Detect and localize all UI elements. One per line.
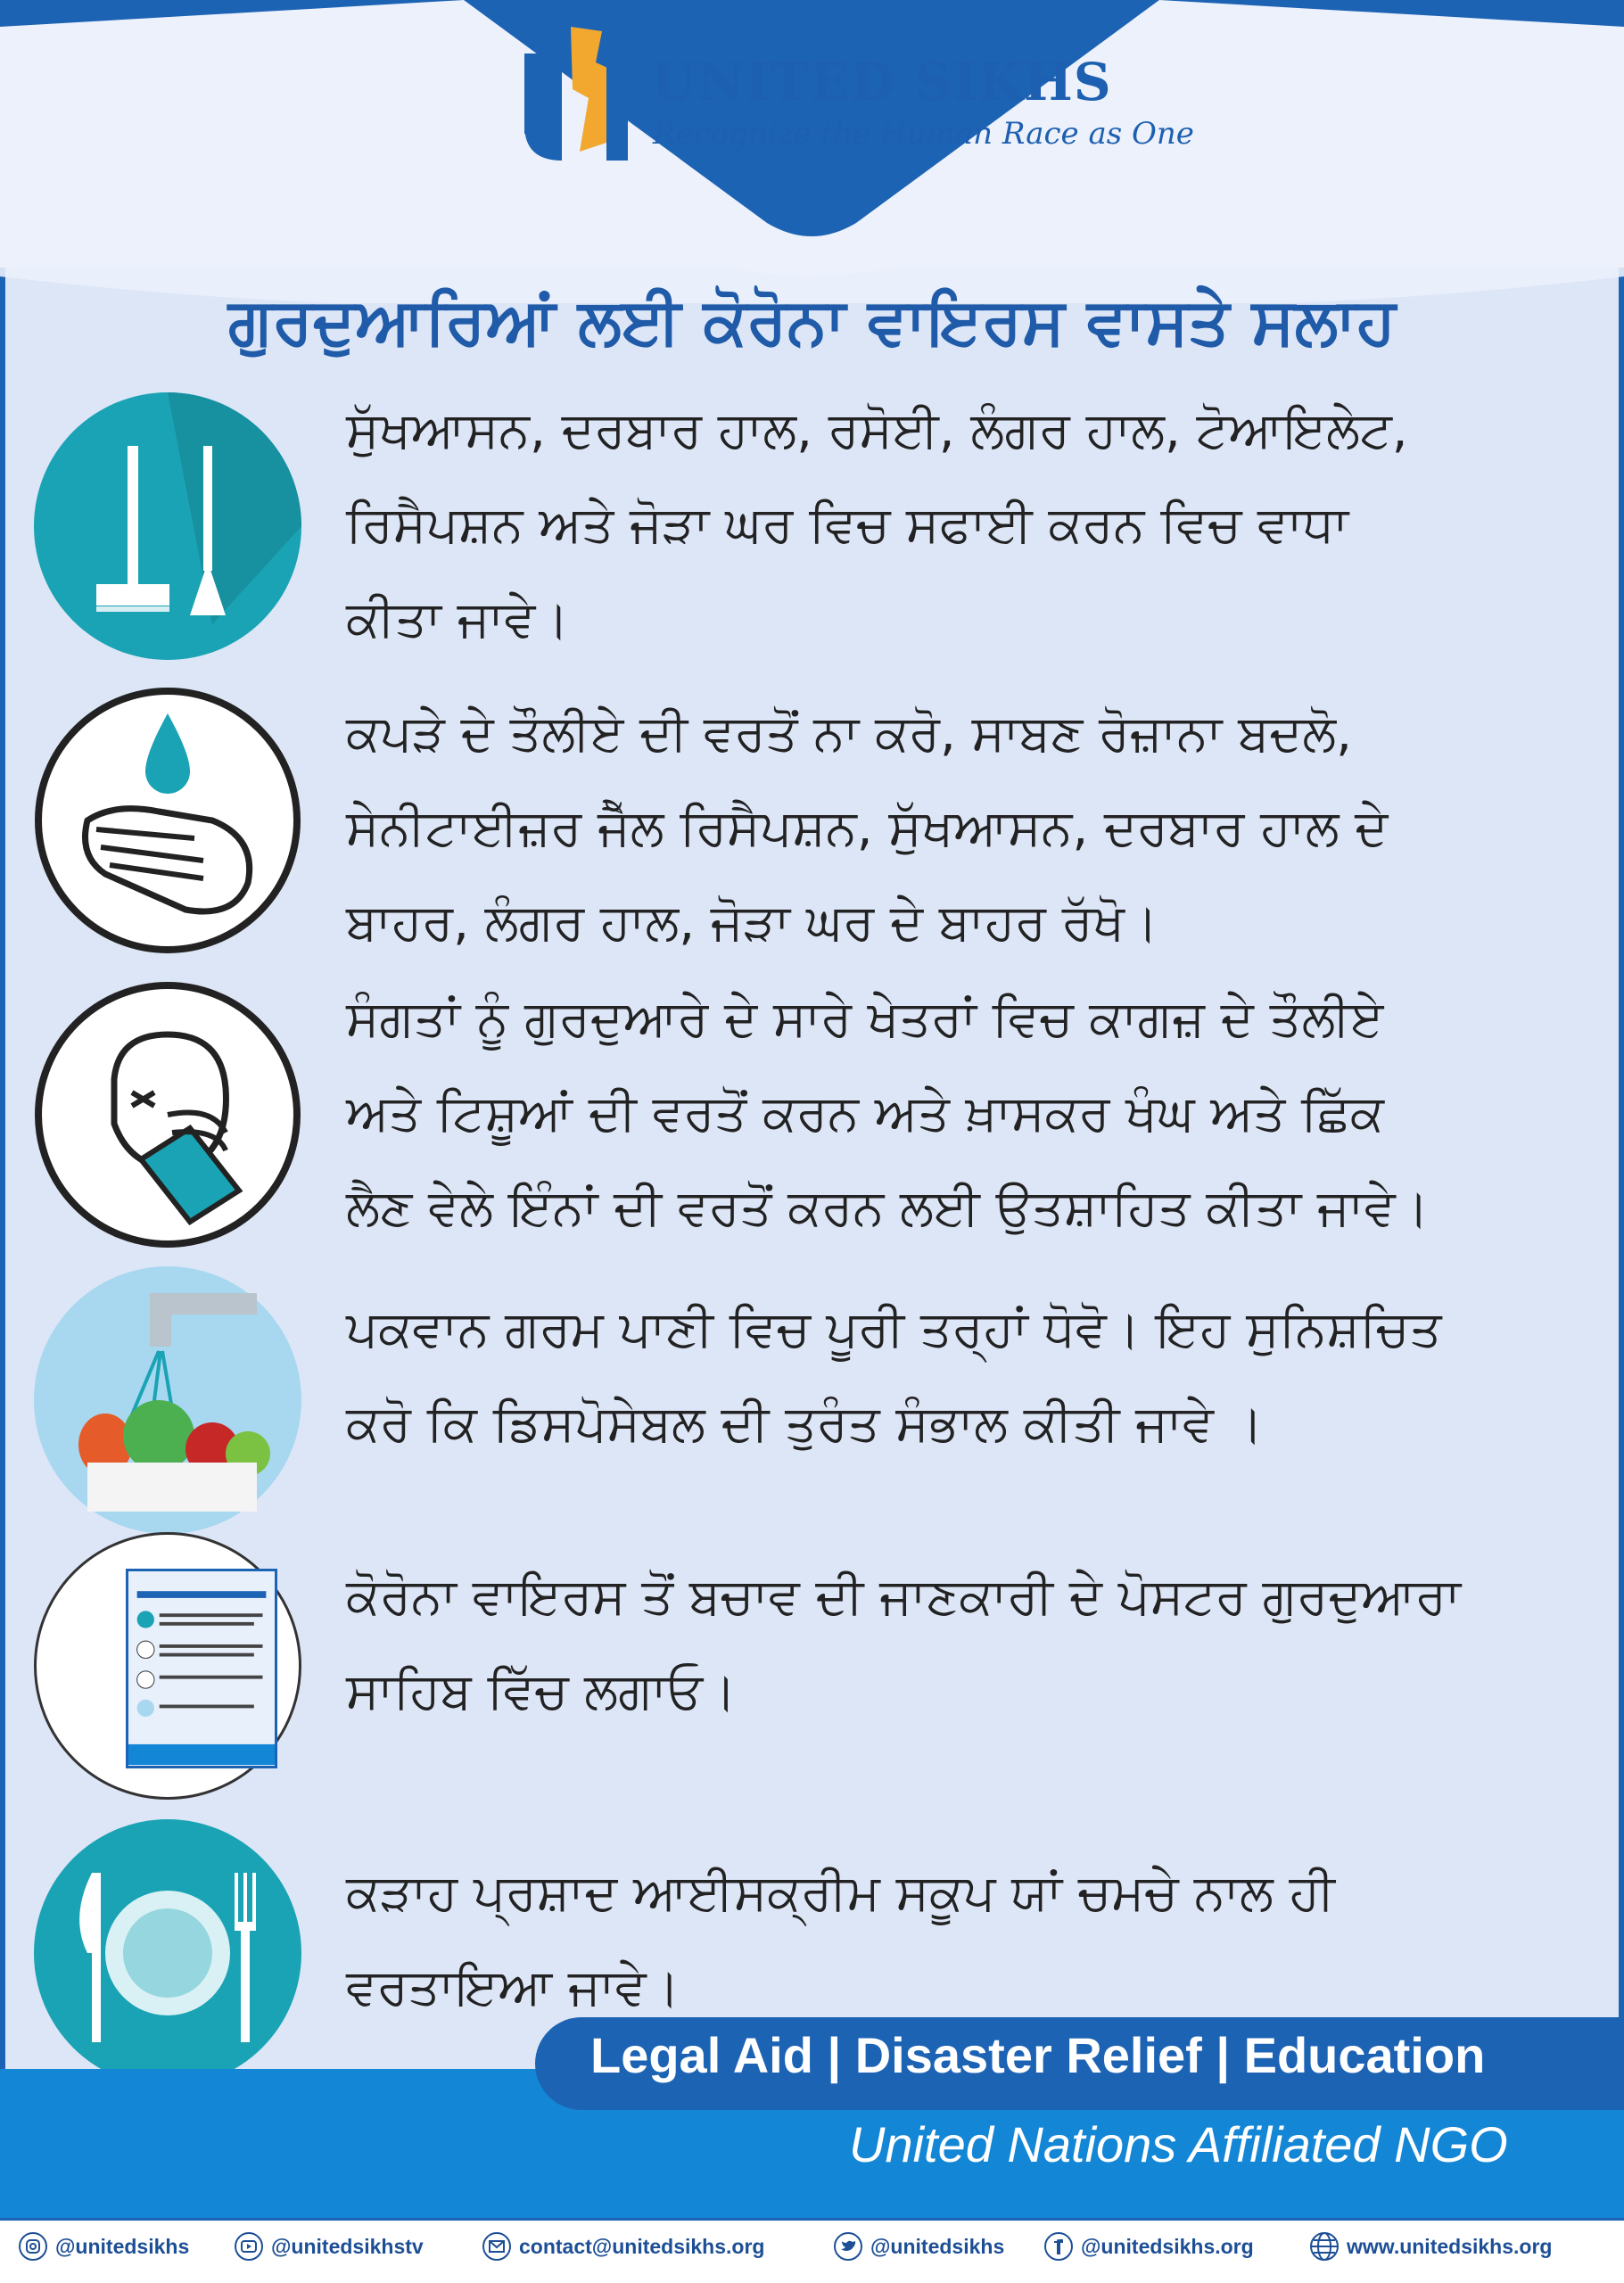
hand-water-drop-icon bbox=[34, 687, 301, 954]
advice-text bbox=[346, 383, 1608, 667]
advice-line: ਕੀਤਾ ਜਾਵੇ। bbox=[346, 590, 570, 648]
advice-line: ਕਰੋ ਕਿ ਡਿਸਪੋਸੇਬਲ ਦੀ ਤੁਰੰਤ ਸੰਭਾਲ ਕੀਤੀ ਜਾਵੇ । bbox=[346, 1395, 1264, 1453]
facebook-handle: @unitedsikhs.org bbox=[1081, 2234, 1254, 2258]
u-logo-icon bbox=[517, 18, 642, 169]
instagram-handle: @unitedsikhs bbox=[55, 2234, 190, 2258]
advice-line: ਕਪੜੇ ਦੇ ਤੌਲੀਏ ਦੀ ਵਰਤੋਂ ਨਾ ਕਰੋ, ਸਾਬਣ ਰੋਜ਼ਾਨਾ ਬਦਲੋ, bbox=[346, 705, 1352, 762]
advice-line: ਰਿਸੈਪਸ਼ਨ ਅਤੇ ਜੋੜਾ ਘਰ ਵਿਚ ਸਫਾਈ ਕਰਨ ਵਿਚ ਵਾਧਾ bbox=[346, 496, 1349, 554]
advice-text bbox=[346, 1550, 1608, 1739]
brand-tagline: Recognize the Human Race as One bbox=[653, 116, 1194, 152]
advice-line: ਸਾਹਿਬ ਵਿੱਚ ਲਗਾਓ। bbox=[346, 1662, 737, 1720]
website-link[interactable] bbox=[1309, 2231, 1552, 2262]
brand-name: UNITED SIKHS bbox=[651, 52, 1112, 112]
youtube-icon bbox=[234, 2231, 264, 2262]
twitter-link[interactable] bbox=[833, 2231, 1004, 2262]
youtube-link[interactable] bbox=[234, 2231, 424, 2262]
united-sikhs-logo bbox=[517, 18, 1194, 169]
tap-vegetables-icon bbox=[34, 1266, 301, 1534]
email-link[interactable] bbox=[482, 2231, 764, 2262]
facebook-icon bbox=[1043, 2231, 1074, 2262]
advice-line: ਸੰਗਤਾਂ ਨੂੰ ਗੁਰਦੁਆਰੇ ਦੇ ਸਾਰੇ ਖੇਤਰਾਂ ਵਿਚ ਕਾਗਜ਼ ਦੇ ਤੌਲੀਏ bbox=[346, 990, 1384, 1048]
mini-poster-icon bbox=[126, 1569, 277, 1768]
email-icon bbox=[482, 2231, 512, 2262]
poster-title: ਗੁਰਦੁਆਰਿਆਂ ਲਈ ਕੋਰੋਨਾ ਵਾਇਰਸ ਵਾਸਤੇ ਸਲਾਹ bbox=[227, 284, 1397, 359]
twitter-handle: @unitedsikhs bbox=[870, 2234, 1005, 2258]
sneeze-tissue-icon bbox=[34, 981, 301, 1249]
advice-text bbox=[346, 1282, 1608, 1471]
services-text: Legal Aid | Disaster Relief | Education bbox=[590, 2027, 1486, 2083]
advice-text bbox=[346, 1846, 1608, 2035]
instagram-icon bbox=[18, 2231, 48, 2262]
email-address: contact@unitedsikhs.org bbox=[519, 2234, 765, 2258]
advice-line: ਸੇਨੀਟਾਈਜ਼ਰ ਜੈੱਲ ਰਿਸੈਪਸ਼ਨ, ਸੁੱਖਆਸਨ, ਦਰਬਾਰ ਹਾਲ ਦੇ bbox=[346, 799, 1389, 857]
advice-line: ਅਤੇ ਟਿਸ਼ੂਆਂ ਦੀ ਵਰਤੋਂ ਕਰਨ ਅਤੇ ਖ਼ਾਸਕਰ ਖੰਘ ਅਤੇ ਛਿੱਕ bbox=[346, 1084, 1384, 1142]
facebook-link[interactable] bbox=[1043, 2231, 1254, 2262]
mop-broom-icon bbox=[34, 392, 301, 660]
youtube-handle: @unitedsikhstv bbox=[271, 2234, 424, 2258]
poster-thumbnail-icon bbox=[34, 1532, 301, 1800]
globe-icon bbox=[1309, 2231, 1340, 2262]
plate-cutlery-icon bbox=[34, 1819, 301, 2087]
website-url: www.unitedsikhs.org bbox=[1347, 2234, 1553, 2258]
advice-line: ਪਕਵਾਨ ਗਰਮ ਪਾਣੀ ਵਿਚ ਪੂਰੀ ਤਰ੍ਹਾਂ ਧੋਵੋ। ਇਹ ਸੁਨਿਸ਼ਚਿਤ bbox=[346, 1300, 1442, 1358]
advice-line: ਕੜਾਹ ਪ੍ਰਸ਼ਾਦ ਆਈਸਕ੍ਰੀਮ ਸਕੂਪ ਯਾਂ ਚਮਚੇ ਨਾਲ ਹੀ bbox=[346, 1864, 1335, 1922]
ngo-text: United Nations Affiliated NGO bbox=[849, 2116, 1508, 2172]
advice-line: ਬਾਹਰ, ਲੰਗਰ ਹਾਲ, ਜੋੜਾ ਘਰ ਦੇ ਬਾਹਰ ਰੱਖੋ। bbox=[346, 894, 1158, 952]
instagram-link[interactable] bbox=[18, 2231, 189, 2262]
advice-line: ਵਰਤਾਇਆ ਜਾਵੇ। bbox=[346, 1958, 680, 2016]
advice-line: ਲੈਣ ਵੇਲੇ ਇੰਨਾਂ ਦੀ ਵਰਤੋਂ ਕਰਨ ਲਈ ਉਤਸ਼ਾਹਿਤ ਕੀਤਾ ਜਾਵੇ। bbox=[346, 1179, 1430, 1237]
advice-text bbox=[346, 972, 1608, 1256]
advice-text bbox=[346, 687, 1608, 970]
advice-line: ਸੁੱਖਆਸਨ, ਦਰਬਾਰ ਹਾਲ, ਰਸੋਈ, ਲੰਗਰ ਹਾਲ, ਟੋਆਇਲੇਟ, bbox=[346, 401, 1408, 459]
advice-line: ਕੋਰੋਨਾ ਵਾਇਰਸ ਤੋਂ ਬਚਾਵ ਦੀ ਜਾਣਕਾਰੀ ਦੇ ਪੋਸਟਰ ਗੁਰਦੁਆਰਾ bbox=[346, 1568, 1461, 1626]
twitter-icon bbox=[833, 2231, 863, 2262]
